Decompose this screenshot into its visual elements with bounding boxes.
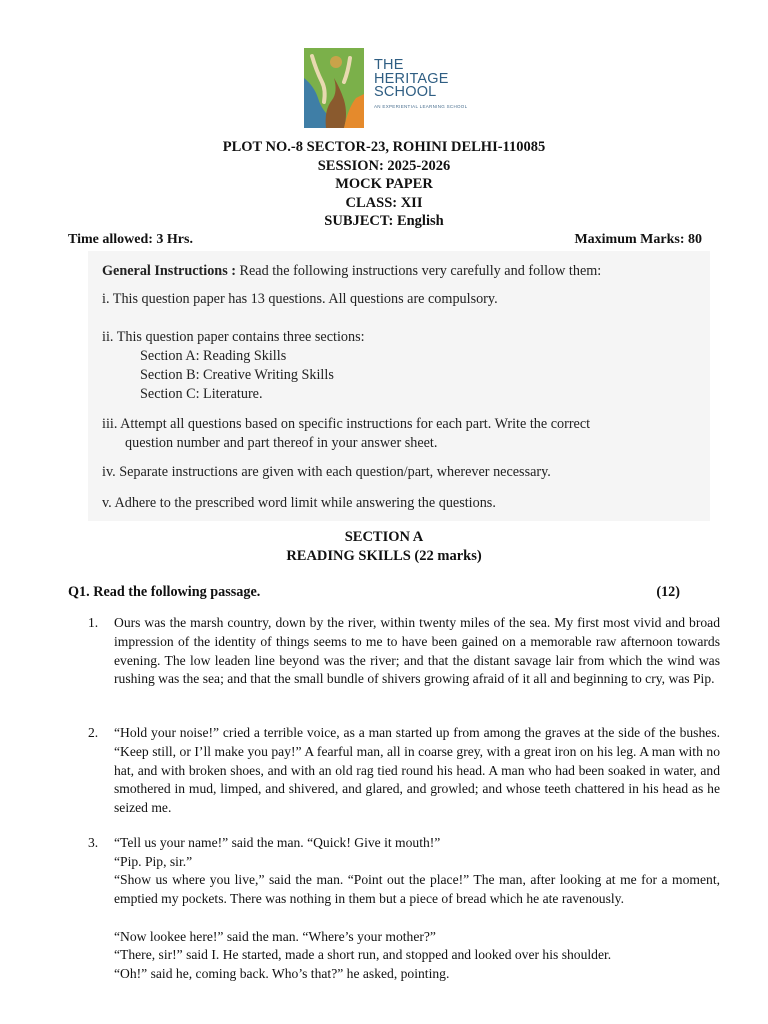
paragraph-number: 1. bbox=[88, 615, 99, 630]
instruction-iii-continued: question number and part thereof in your answer sheet. bbox=[125, 435, 438, 451]
school-logo bbox=[304, 48, 470, 128]
paragraph-text: “Hold your noise!” cried a terrible voice, as a man started up from among the graves at the side of the bushes. “Keep still, or I’ll make you pay!” A fearful man, all in coarse grey, with a great iron on his leg. A man with no hat, and with broken shoes, and with an old rag tied round his head. A man who had been soaked in water, and smothered in mud, limped, and shivered, and glared, and growled; and whose teeth chattered in his head as he seized me. bbox=[114, 725, 720, 816]
subject-line: SUBJECT: English bbox=[324, 213, 444, 229]
dialogue-line: “Oh!” said he, coming back. Who’s that?” he asked, pointing. bbox=[114, 966, 450, 981]
school-logo-icon bbox=[304, 48, 364, 128]
section-title: SECTION A bbox=[344, 529, 424, 545]
passage-paragraph-2 bbox=[88, 724, 720, 818]
instruction-ii: ii. This question paper contains three sections: bbox=[102, 329, 365, 345]
instruction-iv: iv. Separate instructions are given with each question/part, wherever necessary. bbox=[102, 464, 551, 480]
section-subtitle: READING SKILLS (22 marks) bbox=[286, 548, 482, 564]
logo-line-heritage: HERITAGE bbox=[374, 70, 449, 87]
section-a-item: Section A: Reading Skills bbox=[140, 348, 287, 364]
class-line: CLASS: XII bbox=[345, 195, 423, 211]
logo-tagline: AN EXPERIENTIAL LEARNING SCHOOL bbox=[374, 103, 468, 109]
passage-paragraph-1 bbox=[88, 614, 720, 689]
school-address: PLOT NO.-8 SECTOR-23, ROHINI DELHI-110085 bbox=[222, 139, 546, 155]
instructions-heading bbox=[102, 262, 601, 281]
dialogue-line: “Now lookee here!” said the man. “Where’s your mother?” bbox=[114, 929, 436, 944]
question-marks: (12) bbox=[656, 584, 680, 600]
question-label: Q1. Read the following passage. bbox=[68, 584, 261, 600]
logo-line-school: SCHOOL bbox=[374, 84, 437, 100]
session-line: SESSION: 2025-2026 bbox=[317, 158, 451, 174]
time-allowed: Time allowed: 3 Hrs. bbox=[68, 232, 193, 247]
instructions-heading-text: Read the following instructions very carefully and follow them: bbox=[236, 263, 602, 279]
passage-paragraph-3 bbox=[88, 834, 720, 853]
logo-line-the: THE bbox=[374, 57, 404, 73]
instruction-iii: iii. Attempt all questions based on specific instructions for each part. Write the correct bbox=[102, 416, 591, 432]
dialogue-line: “Pip. Pip, sir.” bbox=[114, 854, 193, 869]
paragraph-number: 3. bbox=[88, 835, 99, 850]
instructions-heading-label: General Instructions : bbox=[102, 263, 236, 279]
dialogue-line: “Tell us your name!” said the man. “Quick! Give it mouth!” bbox=[114, 835, 441, 850]
school-logo-wordmark bbox=[374, 59, 474, 110]
paragraph-text: Ours was the marsh country, down by the river, within twenty miles of the sea. My first most vivid and broad impression of the identity of things seems to me to have been gained on a memorable raw afternoon towards evening. The low leaden line beyond was the river; and that the distant savage lair from which the wind was rushing was the sea; and that the small bundle of shivers growing afraid of it all and beginning to cry, was Pip. bbox=[114, 615, 720, 687]
section-c-item: Section C: Literature. bbox=[140, 386, 263, 402]
dialogue-line: “Show us where you live,” said the man. “Point out the place!” The man, after looking at me for a moment, emptied my pockets. There was nothing in them but a piece of bread which he ate ravenously. bbox=[114, 872, 720, 906]
section-b-item: Section B: Creative Writing Skills bbox=[140, 367, 334, 383]
paragraph-number: 2. bbox=[88, 725, 99, 740]
dialogue-line: “There, sir!” said I. He started, made a short run, and stopped and looked over his shoulder. bbox=[114, 947, 612, 962]
maximum-marks: Maximum Marks: 80 bbox=[574, 232, 702, 247]
paper-title: MOCK PAPER bbox=[335, 176, 433, 192]
instruction-v: v. Adhere to the prescribed word limit while answering the questions. bbox=[102, 495, 496, 511]
instruction-i: i. This question paper has 13 questions. All questions are compulsory. bbox=[102, 291, 498, 307]
